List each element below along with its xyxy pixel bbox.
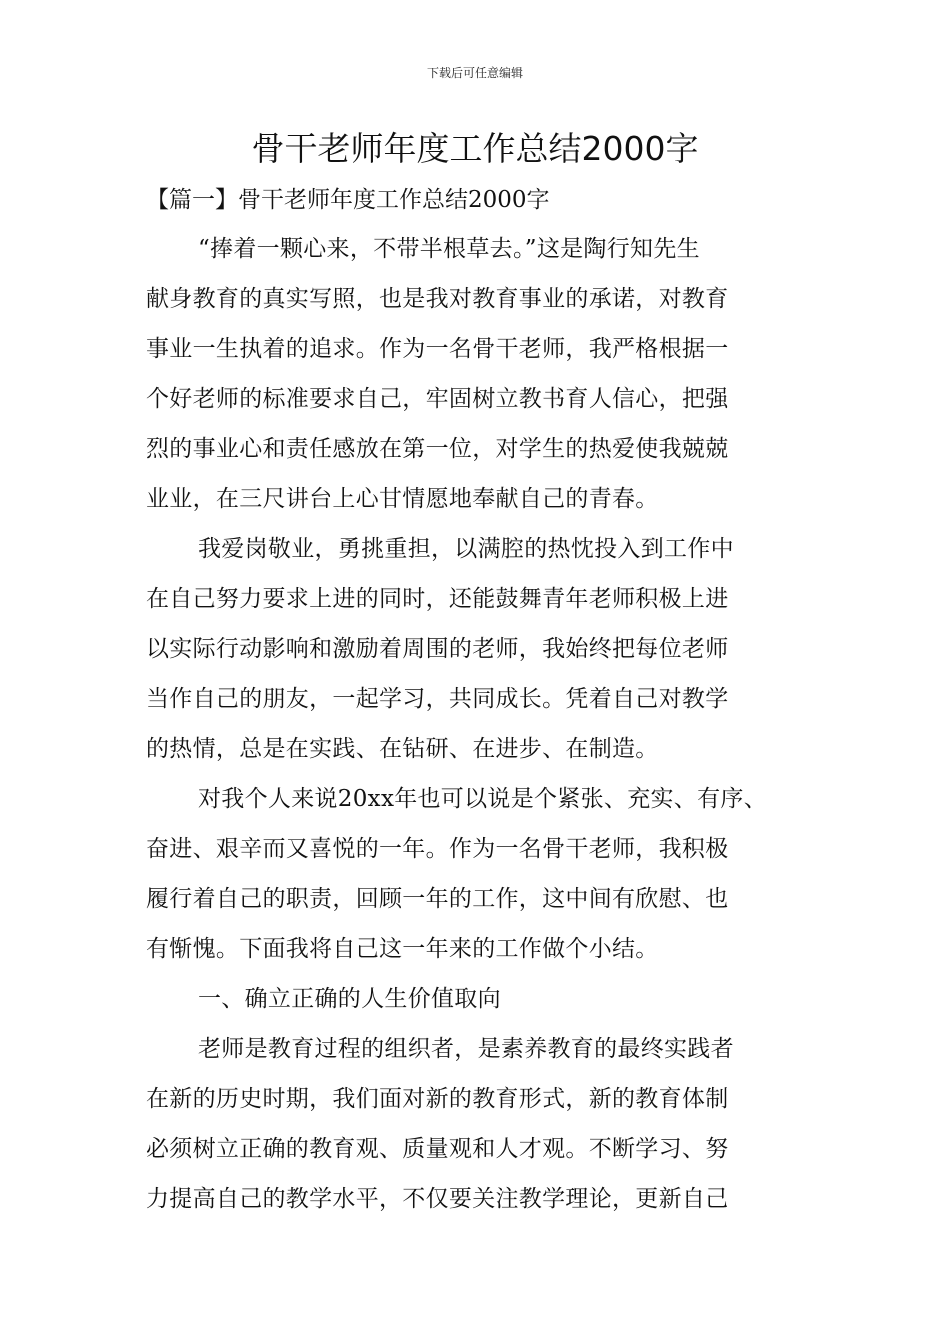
text-line: 在自己努力要求上进的同时，还能鼓舞青年老师积极上进	[146, 586, 729, 612]
text-line: 必须树立正确的教育观、质量观和人才观。不断学习、努	[146, 1136, 729, 1162]
text-line: 有惭愧。下面我将自己这一年来的工作做个小结。	[146, 936, 659, 962]
text-line: 履行着自己的职责，回顾一年的工作，这中间有欣慰、也	[146, 886, 729, 912]
text-line: 个好老师的标准要求自己，牢固树立教书育人信心，把强	[146, 386, 729, 412]
text-line: 力提高自己的教学水平，不仅要关注教学理论，更新自己	[146, 1186, 729, 1212]
section-heading: 【篇一】骨干老师年度工作总结2000字	[146, 187, 550, 213]
text-line: 献身教育的真实写照，也是我对教育事业的承诺，对教育	[146, 286, 729, 312]
text-line: “捧着一颗心来，不带半根草去。”这是陶行知先生	[198, 236, 700, 262]
text-line: 一、确立正确的人生价值取向	[198, 986, 501, 1012]
text-line: 的热情，总是在实践、在钻研、在进步、在制造。	[146, 736, 659, 762]
text-line: 当作自己的朋友，一起学习，共同成长。凭着自己对教学	[146, 686, 729, 712]
text-line: 业业，在三尺讲台上心甘情愿地奉献自己的青春。	[146, 486, 659, 512]
text-line: 在新的历史时期，我们面对新的教育形式，新的教育体制	[146, 1086, 729, 1112]
page-header-note: 下载后可任意编辑	[426, 66, 523, 80]
text-line: 老师是教育过程的组织者，是素养教育的最终实践者	[198, 1036, 734, 1062]
text-line: 事业一生执着的追求。作为一名骨干老师，我严格根据一	[146, 336, 729, 362]
document-body	[146, 224, 816, 1224]
document-title: 骨干老师年度工作总结2000字	[251, 129, 699, 168]
text-line: 对我个人来说20xx年也可以说是个紧张、充实、有序、	[198, 786, 768, 812]
text-line: 奋进、艰辛而又喜悦的一年。作为一名骨干老师，我积极	[146, 836, 729, 862]
text-line: 我爱岗敬业，勇挑重担，以满腔的热忱投入到工作中	[198, 536, 734, 562]
text-line: 烈的事业心和责任感放在第一位，对学生的热爱使我兢兢	[146, 436, 729, 462]
text-line: 以实际行动影响和激励着周围的老师，我始终把每位老师	[146, 636, 729, 662]
